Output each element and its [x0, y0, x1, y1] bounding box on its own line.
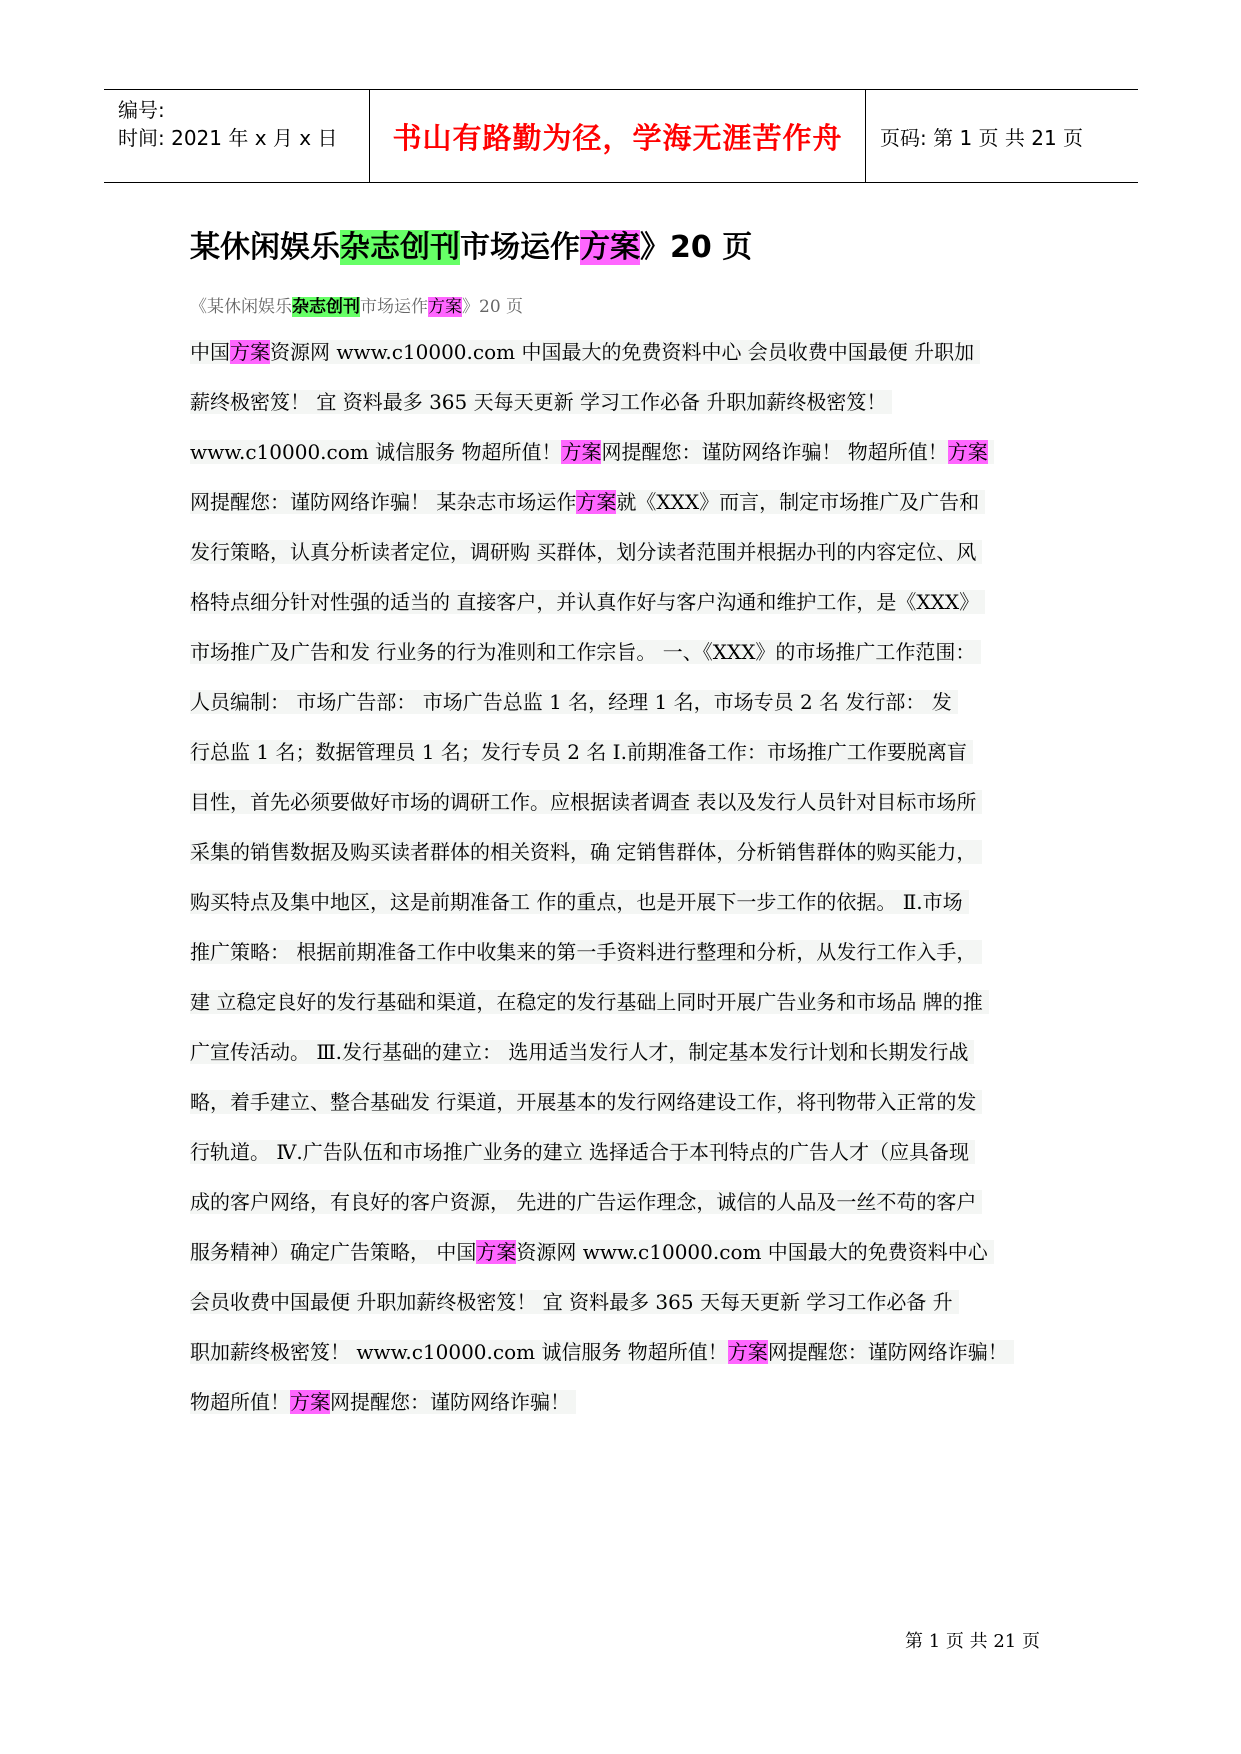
body-line-text [190, 790, 982, 814]
body-line [190, 332, 1090, 382]
body-line [190, 1132, 1090, 1182]
body-line-text [190, 890, 969, 914]
body-line [190, 1332, 1090, 1382]
body-line-text [190, 440, 994, 464]
body-text: 网提醒您：谨防网络诈骗！ 某杂志市场运作 [190, 490, 577, 514]
body-line [190, 882, 1090, 932]
body-line [190, 1082, 1090, 1132]
subtitle-part: 《某休闲娱乐 [190, 297, 292, 317]
keyword-highlight: 方案 [476, 1240, 517, 1264]
body-line [190, 532, 1090, 582]
body-line [190, 732, 1090, 782]
body-line [190, 482, 1090, 532]
body-line-text [190, 1090, 982, 1114]
body-text: www.c10000.com 诚信服务 物超所值！ [190, 440, 562, 464]
body-text: 中国 [190, 340, 230, 364]
number-label: 编号: [118, 98, 165, 122]
body-line [190, 1232, 1090, 1282]
body-text: 网提醒您：谨防网络诈骗！ 物超所值！ [601, 440, 948, 464]
keyword-highlight: 方案 [947, 440, 988, 464]
body-line [190, 1032, 1090, 1082]
subtitle-part: 》20 页 [462, 297, 524, 317]
body-line-text [190, 540, 982, 564]
body-text: 发行策略，认真分析读者定位，调研购 买群体，划分读者范围并根据办刊的内容定位、风 [190, 540, 977, 564]
body-text: 职加薪终极密笈！ www.c10000.com 诚信服务 物超所值！ [190, 1340, 728, 1364]
document-body [190, 332, 1090, 1432]
keyword-highlight: 方案 [561, 440, 602, 464]
body-line [190, 832, 1090, 882]
keyword-highlight: 方案 [290, 1390, 330, 1414]
body-text: 推广策略： 根据前期准备工作中收集来的第一手资料进行整理和分析，从发行工作入手， [190, 940, 977, 964]
body-text: 会员收费中国最便 升职加薪终极密笈！ 宜 资料最多 365 天每天更新 学习工作必备 升 [190, 1290, 953, 1314]
body-text: 格特点细分针对性强的适当的 直接客户，并认真作好与客户沟通和维护工作，是《XXX》 [190, 590, 980, 614]
time-label: 时间: 2021 年 x 月 x 日 [118, 126, 338, 150]
body-text: 服务精神）确定广告策略， 中国 [190, 1240, 477, 1264]
body-text: 采集的销售数据及购买读者群体的相关资料，确 定销售群体，分析销售群体的购买能力， [190, 840, 977, 864]
title-highlight: 杂志创刊 [340, 230, 460, 265]
title-part: 》20 页 [640, 230, 753, 265]
body-line-text [190, 740, 973, 764]
body-line-text [190, 590, 985, 614]
body-line [190, 632, 1090, 682]
body-line [190, 1182, 1090, 1232]
body-text: 物超所值！ [190, 1390, 290, 1414]
keyword-highlight: 方案 [576, 490, 617, 514]
body-line-text [190, 1390, 576, 1414]
page-footer: 第 1 页 共 21 页 [905, 1631, 1040, 1652]
title-part: 某休闲娱乐 [190, 230, 340, 265]
body-line-text [190, 1240, 994, 1264]
body-text: 购买特点及集中地区，这是前期准备工 作的重点，也是开展下一步工作的依据。 Ⅱ.市场 [190, 890, 963, 914]
body-line-text [190, 690, 958, 714]
body-text: 略，着手建立、整合基础发 行渠道，开展基本的发行网络建设工作，将刊物带入正常的发 [190, 1090, 977, 1114]
keyword-highlight: 方案 [230, 340, 270, 364]
subtitle-part: 市场运作 [360, 297, 428, 317]
body-line-text [190, 1290, 959, 1314]
body-text: 薪终极密笈！ 宜 资料最多 365 天每天更新 学习工作必备 升职加薪终极密笈！ [190, 390, 887, 414]
body-line-text [190, 340, 980, 364]
body-line [190, 682, 1090, 732]
body-text: 网提醒您：谨防网络诈骗！ [330, 1390, 570, 1414]
body-line-text [190, 1140, 975, 1164]
body-line-text [190, 940, 982, 964]
body-text: 目性，首先必须要做好市场的调研工作。应根据读者调查 表以及发行人员针对目标市场所 [190, 790, 977, 814]
header-motto: 书山有路勤为径，学海无涯苦作舟 [370, 90, 866, 182]
body-text: 网提醒您：谨防网络诈骗！ [767, 1340, 1008, 1364]
body-text: 成的客户网络，有良好的客户资源， 先进的广告运作理念，诚信的人品及一丝不苟的客户 [190, 1190, 977, 1214]
body-text: 广宣传活动。 Ⅲ.发行基础的建立： 选用适当发行人才，制定基本发行计划和长期发行战 [190, 1040, 969, 1064]
document-title [190, 222, 752, 266]
title-part: 市场运作 [460, 230, 580, 265]
body-line [190, 1382, 1090, 1432]
body-line [190, 982, 1090, 1032]
keyword-highlight: 方案 [727, 1340, 768, 1364]
body-line [190, 782, 1090, 832]
body-text: 资源网 www.c10000.com 中国最大的免费资料中心 [516, 1240, 988, 1264]
subtitle-highlight: 杂志创刊 [292, 297, 360, 317]
body-line-text [190, 990, 989, 1014]
body-line [190, 1282, 1090, 1332]
document-subtitle [190, 292, 523, 317]
body-text: 行轨道。 Ⅳ.广告队伍和市场推广业务的建立 选择适合于本刊特点的广告人才（应具备现 [190, 1140, 970, 1164]
body-text: 就《XXX》而言，制定市场推广及广告和 [616, 490, 980, 514]
body-line-text [190, 1190, 982, 1214]
body-line-text [190, 490, 985, 514]
page-header [104, 89, 1138, 183]
header-meta [104, 90, 370, 182]
body-line [190, 382, 1090, 432]
subtitle-highlight: 方案 [428, 297, 462, 317]
body-text: 资源网 www.c10000.com 中国最大的免费资料中心 会员收费中国最便 升职加 [270, 340, 975, 364]
body-text: 市场推广及广告和发 行业务的行为准则和工作宗旨。 一、《XXX》的市场推广工作范围： [190, 640, 976, 664]
body-line-text [190, 840, 982, 864]
body-line-text [190, 640, 981, 664]
body-line [190, 432, 1090, 482]
body-text: 行总监 1 名；数据管理员 1 名；发行专员 2 名 Ⅰ.前期准备工作：市场推广工作要脱离盲 [190, 740, 967, 764]
body-line-text [190, 1040, 974, 1064]
body-text: 建 立稳定良好的发行基础和渠道，在稳定的发行基础上同时开展广告业务和市场品 牌的推 [190, 990, 983, 1014]
title-highlight: 方案 [580, 230, 640, 265]
body-line [190, 582, 1090, 632]
body-text: 人员编制： 市场广告部： 市场广告总监 1 名，经理 1 名，市场专员 2 名 发行部： 发 [190, 690, 952, 714]
body-line [190, 932, 1090, 982]
body-line-text [190, 390, 892, 414]
body-line-text [190, 1340, 1014, 1364]
header-page-info: 页码: 第 1 页 共 21 页 [880, 125, 1084, 150]
